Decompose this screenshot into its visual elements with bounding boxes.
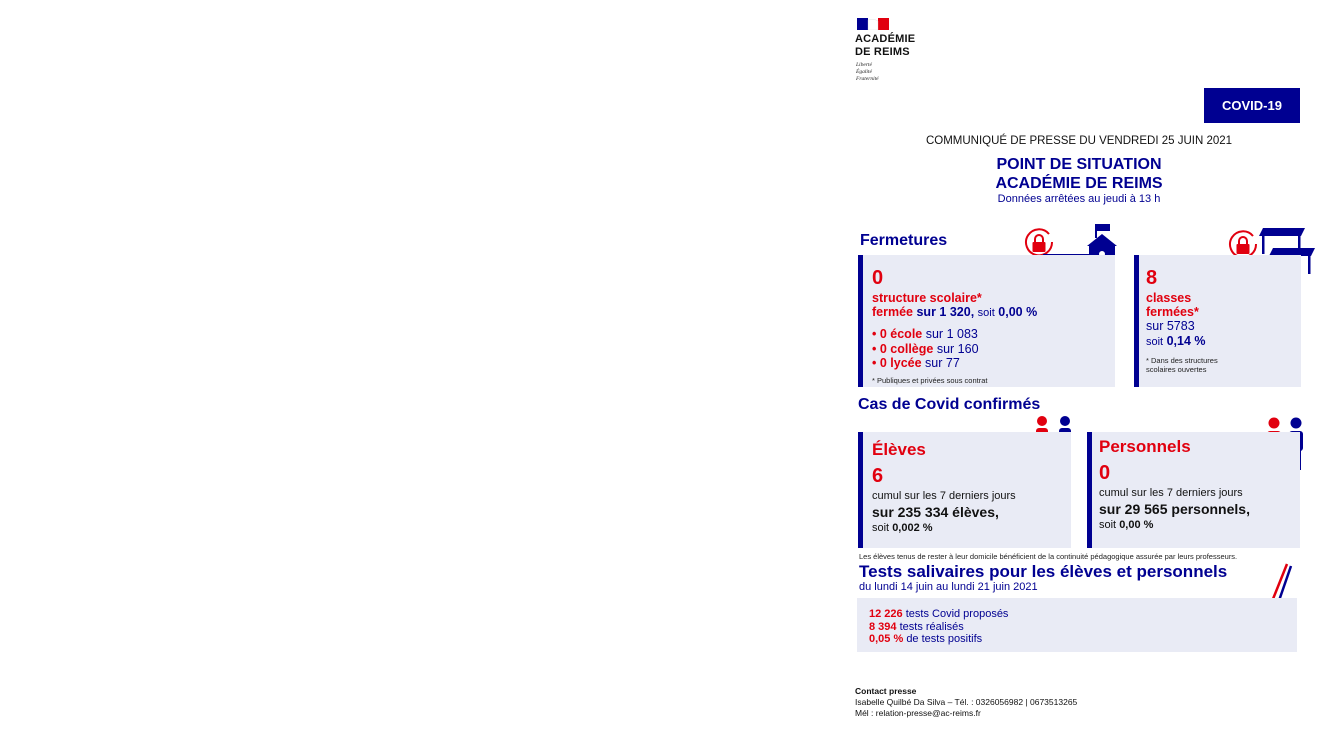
tests-proposes-value: 12 226: [869, 608, 903, 620]
tests-positifs-text: de tests positifs: [906, 633, 983, 645]
logo-line1: ACADÉMIE: [855, 33, 916, 45]
covid-badge: COVID-19: [1204, 88, 1300, 123]
structures-pct: 0,00 %: [998, 305, 1038, 319]
republic-motto: [856, 62, 879, 83]
structures-label: structure scolaire*: [872, 291, 982, 305]
personnels-number: 0: [1099, 462, 1111, 484]
lycee-sur: sur 77: [925, 356, 960, 370]
personnels-soit: soit: [1099, 519, 1117, 531]
tests-proposes-text: tests Covid proposés: [905, 608, 1009, 620]
structures-sur: sur 1 320,: [916, 305, 975, 319]
motto-liberte: Liberté: [856, 62, 872, 68]
structures-box: [858, 255, 1115, 387]
classes-label: [1146, 291, 1199, 319]
continuity-note: Les élèves tenus de rester à leur domicile bénéficient de la continuité pédagogique assurée par leurs professeurs.: [859, 552, 1238, 561]
classes-box: [1134, 255, 1301, 387]
press-release-page: [845, 0, 1320, 730]
eleves-pct: 0,002 %: [892, 522, 933, 534]
personnels-pct: 0,00 %: [1119, 519, 1154, 531]
cas-heading: Cas de Covid confirmés: [858, 396, 1041, 413]
structures-fermee: fermée: [872, 305, 913, 319]
tests-positifs: [869, 633, 982, 646]
structures-breakdown: [872, 327, 979, 371]
title-line1: POINT DE SITUATION: [996, 156, 1162, 173]
marianne-logo: [857, 17, 889, 29]
data-cutoff-subtitle: Données arrêtées au jeudi à 13 h: [997, 193, 1161, 205]
eleves-soit: soit: [872, 522, 890, 534]
eleves-title: Élèves: [872, 440, 926, 459]
personnels-pct-line: [1099, 519, 1153, 532]
logo-line2: DE REIMS: [855, 46, 910, 58]
tests-realises-value: 8 394: [869, 621, 897, 633]
classes-sur: sur 5783: [1146, 319, 1195, 333]
contact-email[interactable]: Mél : relation-presse@ac-reims.fr: [855, 708, 981, 718]
personnels-box: [1087, 432, 1300, 548]
structures-soit: soit: [977, 307, 995, 319]
classes-footnote: [1146, 356, 1218, 374]
personnels-title: Personnels: [1099, 437, 1191, 456]
personnels-cumul: cumul sur les 7 derniers jours: [1099, 487, 1243, 499]
breakdown-college: [872, 342, 979, 357]
contact-heading: Contact presse: [855, 686, 917, 696]
structures-number: 0: [872, 267, 884, 289]
motto-egalite: Égalité: [856, 69, 872, 75]
eleves-number: 6: [872, 465, 884, 487]
title-line2: ACADÉMIE DE REIMS: [995, 175, 1163, 192]
contact-phone: Isabelle Quilbé Da Silva – Tél. : 0326056982 | 0673513265: [855, 697, 1078, 707]
tests-period: du lundi 14 juin au lundi 21 juin 2021: [859, 581, 1038, 593]
fermetures-heading: Fermetures: [860, 232, 948, 249]
eleves-box: [858, 432, 1071, 548]
motto-fraternite: Fraternité: [856, 76, 879, 82]
structures-footnote: * Publiques et privées sous contrat: [872, 376, 988, 385]
college-label: • 0 collège: [872, 341, 934, 356]
academie-logo-text: [855, 33, 915, 59]
tests-box: [857, 598, 1297, 652]
tests-positifs-value: 0,05 %: [869, 633, 904, 645]
tests-proposes: [869, 608, 1008, 621]
tests-heading: Tests salivaires pour les élèves et personnels: [859, 562, 1228, 581]
press-contact: [855, 686, 1077, 719]
structures-ratio: [872, 305, 1037, 321]
classes-note1: * Dans des structures: [1146, 356, 1218, 365]
classes-soit: soit: [1146, 335, 1164, 348]
eleves-pct-line: [872, 522, 933, 535]
breakdown-ecole: [872, 327, 979, 342]
college-sur: sur 160: [936, 341, 979, 356]
page-title: [845, 155, 1313, 193]
lycee-label: • 0 lycée: [872, 356, 922, 370]
classes-pct: 0,14 %: [1166, 333, 1206, 348]
personnels-sur: sur 29 565 personnels,: [1099, 501, 1250, 517]
ecole-label: • 0 école: [872, 327, 923, 341]
classes-note2: scolaires ouvertes: [1146, 365, 1207, 374]
classes-ratio: [1146, 319, 1206, 349]
communique-date: COMMUNIQUÉ DE PRESSE DU VENDREDI 25 JUIN 2021: [925, 135, 1233, 147]
breakdown-lycee: [872, 356, 979, 371]
classes-label1: classes: [1146, 291, 1192, 305]
eleves-cumul: cumul sur les 7 derniers jours: [872, 490, 1016, 502]
ecole-sur: sur 1 083: [925, 327, 978, 341]
tests-realises-text: tests réalisés: [899, 621, 964, 633]
eleves-sur: sur 235 334 élèves,: [872, 504, 999, 520]
classes-label2: fermées*: [1146, 305, 1199, 319]
classes-number: 8: [1146, 267, 1158, 289]
